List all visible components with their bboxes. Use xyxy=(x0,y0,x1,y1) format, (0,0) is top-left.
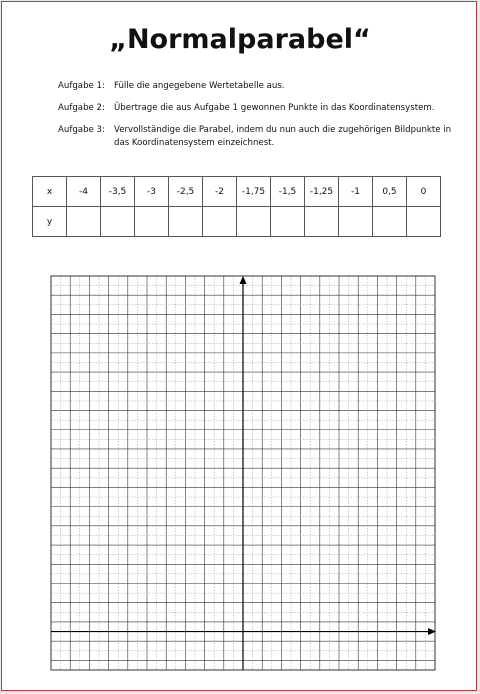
x-header-cell: x xyxy=(33,177,67,207)
page-title: „Normalparabel“ xyxy=(109,24,371,55)
y-value-cell[interactable] xyxy=(271,207,305,237)
coordinate-grid[interactable] xyxy=(49,274,437,672)
y-axis-arrow-icon xyxy=(240,276,247,284)
y-value-cell[interactable] xyxy=(237,207,271,237)
y-value-cell[interactable] xyxy=(169,207,203,237)
task-1-label: Aufgabe 1: xyxy=(58,81,105,91)
x-value-cell: -4 xyxy=(67,177,101,207)
worksheet xyxy=(1,1,477,691)
y-value-cell[interactable] xyxy=(101,207,135,237)
y-value-cell[interactable] xyxy=(67,207,101,237)
y-value-cell[interactable] xyxy=(373,207,407,237)
y-value-cell[interactable] xyxy=(135,207,169,237)
x-value-cell: 0 xyxy=(407,177,441,207)
x-value-cell: -3 xyxy=(135,177,169,207)
coordinate-system[interactable] xyxy=(49,274,437,672)
task-2-text: Übertrage die aus Aufgabe 1 gewonnen Punkte in das Koordinatensystem. xyxy=(114,103,435,113)
task-3-text: Vervollständige die Parabel, indem du nun auch die zugehörigen Bildpunkte in das Koordinatensystem einzeichnest. xyxy=(114,125,452,148)
task-2-label: Aufgabe 2: xyxy=(58,103,105,113)
y-row xyxy=(33,207,441,237)
task-3-label: Aufgabe 3: xyxy=(58,125,105,135)
task-1-text: Fülle die angegebene Wertetabelle aus. xyxy=(114,81,285,91)
value-table xyxy=(32,176,441,237)
y-value-cell[interactable] xyxy=(339,207,373,237)
y-header-cell: y xyxy=(33,207,67,237)
x-row xyxy=(33,177,441,207)
x-value-cell: -1 xyxy=(339,177,373,207)
x-value-cell: 0,5 xyxy=(373,177,407,207)
x-value-cell: -1,75 xyxy=(237,177,271,207)
y-value-cell[interactable] xyxy=(407,207,441,237)
x-value-cell: -2 xyxy=(203,177,237,207)
x-value-cell: -3,5 xyxy=(101,177,135,207)
y-value-cell[interactable] xyxy=(203,207,237,237)
x-value-cell: -1,5 xyxy=(271,177,305,207)
x-value-cell: -1,25 xyxy=(305,177,339,207)
x-value-cell: -2,5 xyxy=(169,177,203,207)
y-value-cell[interactable] xyxy=(305,207,339,237)
